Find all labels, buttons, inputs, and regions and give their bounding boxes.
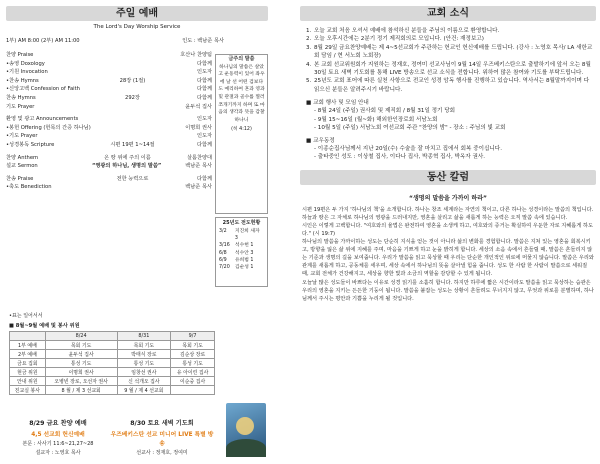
order-of-worship	[6, 51, 212, 192]
list-item: 5. 25년도 교회 표어에 따른 실천 사항으로 전교인 성경 암독 행사를 진행하고 있습니다. 역사서는 8월말까지이며 다 읽으신 분들은 알려주시기 바랍니다.	[306, 78, 590, 93]
list-item: - 8월 24일 (주일) 권사회 및 제직회 / 8월 31일 정기 당회	[314, 108, 456, 115]
table-row: 현금 위원 이명희 권사 임창선 권사 유 아이린 집사	[10, 368, 215, 377]
table-row: 안내 위원 오병빈 장로, 오선자 권사 신 석개오 집사 이순중 집사	[10, 377, 215, 386]
column-headline: “생명의 말씀을 가까이 하라”	[409, 194, 487, 202]
order-row: •찬송 Hymns 28장 (1절) 다함께	[6, 77, 212, 84]
evangelism-box	[215, 217, 268, 287]
weekly-verse-ref: (히 4:12)	[231, 127, 252, 133]
news-title: 교회 소식	[300, 6, 596, 21]
order-row: •봉헌 Offering (헌목의 간증 하나님) 이명희 권사	[6, 124, 212, 131]
duty-roster	[9, 322, 215, 395]
member-news-heading: ■ 교우동정	[306, 138, 335, 145]
order-row: •송영 Doxology 다함께	[6, 60, 212, 67]
events-section	[300, 99, 596, 132]
table-row: 금요 집회 통성 기도 통성 기도 통성 기도	[10, 359, 215, 368]
evangelism-title: 25년도 전도현황	[222, 220, 261, 226]
service-leader: 인도 : 백남준 목사	[182, 38, 224, 44]
list-item: 2. 오늘 오후시간에는 2분기 정기 제직회의로 모입니다. (안건: 재정보고)	[306, 36, 484, 43]
order-row: 설교 Sermon “영광의 하나님, 생명의 말씀” 백남준 목사	[6, 163, 212, 170]
duty-table	[9, 331, 215, 395]
list-item: - 이종순집사님께서 지난 20일(수) 수술을 잘 마치고 집에서 회복 중이십니다.	[314, 146, 502, 153]
hill-shape	[226, 439, 266, 457]
stand-note: •표는 일어서서	[9, 313, 43, 319]
table-header-row: 8/24 8/31 9/7	[10, 332, 215, 341]
friday-worship-notice: 8/29 금요 찬양 예배 4,5 선교회 헌신예배 본문 : 사사기 11:6~21,27~28 설교자 : 노영호 목사	[22, 420, 94, 456]
column-paragraph: 오늘날 많은 성도들이 바쁘다는 이유로 성경 읽기를 소홀히 합니다. 하지만 하루에 짧은 시간이라도 말씀을 읽고 묵상하는 습관은 우리의 영혼을 지키는 든든한 기둥이 됩니다. 말씀을 붙잡는 성도는 상황이 흔들려도 무너지지 않고, 무엇과 위로를 분별하며, 하나님께서 주시는 평안과 기쁨을 누리게 될 것입니다.	[302, 279, 594, 302]
evangelism-row: 7/20 김순성 1	[219, 265, 254, 271]
list-item: - 9월 15~16일 (월~화) 해외한인장로회 서남노회	[314, 116, 438, 123]
saturday-prayer-notice: 8/30 토요 새벽 기도회 우즈베키스탄 선교 미니어 LIVE 특별 방송 선교사 : 정재호, 정여미	[110, 420, 214, 456]
poster-image	[226, 403, 266, 457]
news-list	[300, 27, 596, 94]
weekly-verse-text: 하나님의 말씀은 살았고 운동력이 있어 좌우에 날 선 어떤 검보다도 예리하여 혼과 영과 및 관절과 골수를 찔러 쪼개기까지 하며 또 마음의 생각과 뜻을 감찰하나니	[218, 64, 265, 123]
column-title: 동산 칼럼	[300, 170, 596, 185]
order-row: 찬양 Praise 호산나 찬양팀	[6, 52, 212, 58]
table-row: 친교실 봉사 8 월 / 제 3 선교회 9 월 / 제 4 선교회	[10, 386, 215, 395]
order-row: •신앙고백 Confession of Faith 다함께	[6, 86, 212, 93]
order-row: 찬송 Hymns 292장 다함께	[6, 94, 212, 101]
sun-shape	[236, 417, 254, 435]
order-row: •성경봉독 Scripture 시편 19편 1~14절 다함께	[6, 141, 212, 148]
list-item: 4. 본 교회 선교위원회가 지원하는 정재호, 정여미 선교사님이 9월 14일 우즈베키스탄으로 출발하기에 앞서 오는 8월 30일 토요 새벽 기도회를 통해 LIVE 방송으로 선교 소식을 전합니다. 위하여 많은 참여와 기도를 부탁드립니다.	[306, 61, 591, 77]
table-row: 2부 예배 윤두석 집사 박태식 장로 김순상 장로	[10, 350, 215, 359]
evangelism-row: 3/2 지진희 새자 3	[219, 229, 260, 242]
column-body	[300, 206, 596, 303]
order-row: 환영 및 광고 Announcements 인도자	[6, 116, 212, 123]
weekly-verse-box	[215, 54, 268, 214]
order-row: 찬송 Praise 전한 능력으로 다함께	[6, 175, 212, 182]
news-panel	[300, 6, 596, 303]
service-times: 1부) AM 8:00 (2부) AM 11:00	[6, 38, 80, 44]
duty-roster-title: ■ 8월~9월 예배 및 봉사 위원	[9, 323, 80, 329]
order-row: 찬양 Anthem 온 땅 위에 주의 이름 살롬찬양대	[6, 154, 212, 161]
order-row: •기원 Invocation 인도자	[6, 69, 212, 76]
list-item: - 10월 5일 (주일) 서남노회 여선교회 주관 "찬양의 밤" - 장소 : 주님의 빛 교회	[314, 124, 506, 131]
worship-panel	[6, 6, 268, 456]
column-paragraph: 시편 19편은 두 가지 '하나님의 책'을 소개합니다. 하나는 창조 세계라는 자연의 책이고, 다른 하나는 성경이라는 말씀의 책입니다. 하늘과 땅은 그 자체로 하나님의 영광을 드러내지만, 영혼을 살리고 삶을 새롭게 하는 능력은 오직 말씀 속에 있습니다.	[302, 206, 594, 221]
evangelism-row: 3/16 석수헌 1	[219, 243, 254, 249]
member-news-section	[300, 137, 596, 162]
evangelism-row: 6/9 유희범 1	[219, 257, 254, 263]
order-row: 기도 Prayer 윤두석 집사	[6, 103, 212, 110]
list-item: 3. 8월 29일 금요찬양예배는 제 4~5선교회가 주관하는 헌교인 헌신예배를 드립니다. (강사 : 노영호 목사/ LA 새한교회 담임 / 현 서노회 노회장)	[306, 44, 593, 60]
service-times-row	[6, 37, 224, 44]
column-paragraph: 시인은 이렇게 고백합니다. "여호와의 율법은 완전하여 영혼을 소생케 하고, 여호와의 증거는 확실하여 우둔한 자로 지혜롭게 하도다." (시 19:7)	[302, 222, 593, 237]
evangelism-row: 6/8 석수안 3	[219, 250, 254, 256]
worship-subtitle: The Lord's Day Worship Service	[93, 24, 181, 30]
table-row: 1부 예배 목회 기도 목회 기도 목회 기도	[10, 341, 215, 350]
list-item: - 출타중인 성도 : 이상철 집사, 이다나 집사, 박종혁 집사, 박옥자 권사.	[314, 154, 486, 161]
order-row: •축도 Benediction 백남준 목사	[6, 184, 212, 191]
weekly-verse-title: 금주의 말씀	[228, 56, 255, 62]
column-paragraph: 하나님의 말씀을 가까이하는 성도는 단순히 지식을 얻는 것이 아니라 삶의 변화를 경험합니다. 말씀은 지쳐 있는 영혼을 회복시키고, 방향을 잃은 삶 위에 지혜를 주며, 마음을 기쁘게 하고 눈을 밝히게 합니다. 세상의 소음 속에서 흔들릴 때, 말씀은 흔들리지 않는 기준과 생명의 길을 보여줍니다. 우리가 말씀을 읽고 묵상할 때 우리는 단순한 개인적인 위로에 머물지 않습니다. 말씀은 우리와 관계를 새롭게 하고, 공동체를 세우며, 세상 속에서 하나님의 뜻을 살아낼 힘을 줍니다. 성도 한 사람 한 사람이 말씀으로 세워질 때, 교회 전체가 건강해지고, 세상을 향한 빛과 소금의 역할을 감당할 수 있게 됩니다.	[302, 239, 594, 278]
events-heading: ■ 교회 행사 및 모임 안내	[306, 100, 369, 107]
order-row: •기도 Prayer 인도자	[6, 133, 212, 140]
worship-title: 주일 예배	[6, 6, 268, 21]
list-item: 1. 오늘 교회 처음 오셔서 예배에 참석하신 분들을 주님의 이름으로 환영합니다.	[306, 28, 500, 34]
